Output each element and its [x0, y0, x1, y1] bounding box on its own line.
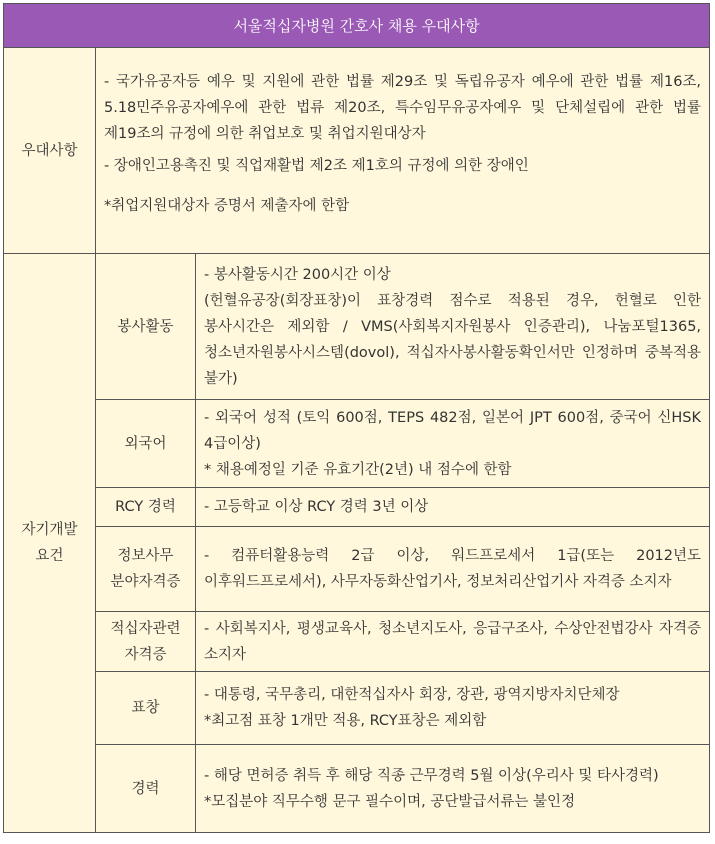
award-label: 표창 [96, 672, 196, 745]
rcy-content [196, 488, 710, 527]
it-cert-row [4, 527, 710, 612]
language-line-1: - 외국어 성적 (토익 600점, TEPS 482점, 일본어 JPT 600점, 중국어 신HSK 4급이상) [204, 409, 702, 452]
language-line-2: * 채용예정일 기준 유효기간(2년) 내 점수에 한함 [204, 461, 512, 478]
rcy-line-1: - 고등학교 이상 RCY 경력 3년 이상 [204, 499, 429, 515]
career-label: 경력 [96, 745, 196, 833]
preference-line-3: *취업지원대상자 증명서 제출자에 한함 [104, 197, 350, 214]
preference-row [4, 48, 710, 254]
redcross-cert-content [196, 612, 710, 672]
preference-line-2: - 장애인고용촉진 및 직업재활법 제2조 제1호의 규정에 의한 장애인 [104, 157, 529, 174]
preference-table [3, 3, 710, 833]
rcy-label: RCY 경력 [96, 488, 196, 527]
volunteer-content [196, 254, 710, 400]
award-line-1: - 대통령, 국무총리, 대한적십자사 회장, 장관, 광역지방자치단체장 [204, 687, 620, 703]
language-content [196, 400, 710, 488]
rcy-row [4, 488, 710, 527]
language-row [4, 400, 710, 488]
career-line-2: *모집분야 직무수행 문구 필수이며, 공단발급서류는 불인정 [204, 793, 576, 810]
preference-document [3, 3, 709, 833]
volunteer-line-2: (헌혈유공장(회장표창)이 표창경력 점수로 적용된 경우, 헌혈로 인한 봉사시간은 제외함 / VMS(사회복지자원봉사 인증관리), 나눔포털1365, 청소년자원봉사시스템(dovol), 적십자사봉사활동확인서만 인정하며 중복적용 불가) [204, 292, 702, 387]
it-cert-content [196, 527, 710, 612]
award-line-2: *최고점 표창 1개만 적용, RCY표창은 제외함 [204, 713, 487, 729]
volunteer-row [4, 254, 710, 400]
redcross-cert-row [4, 612, 710, 672]
preference-content [96, 48, 710, 254]
self-dev-label: 자기개발 요건 [4, 254, 96, 833]
award-row [4, 672, 710, 745]
table-title: 서울적십자병원 간호사 채용 우대사항 [4, 4, 710, 48]
title-row [4, 4, 710, 48]
preference-label: 우대사항 [4, 48, 96, 254]
career-content [196, 745, 710, 833]
redcross-cert-label: 적십자관련 자격증 [96, 612, 196, 672]
volunteer-line-1: - 봉사활동시간 200시간 이상 [204, 266, 391, 283]
language-label: 외국어 [96, 400, 196, 488]
volunteer-label: 봉사활동 [96, 254, 196, 400]
it-cert-label: 정보사무 분야자격증 [96, 527, 196, 612]
it-cert-line-1: - 컴퓨터활용능력 2급 이상, 워드프로세서 1급(또는 2012년도 이후워드프로세서), 사무자동화산업기사, 정보처리산업기사 자격증 소지자 [204, 548, 702, 590]
preference-line-1: - 국가유공자등 예우 및 지원에 관한 법률 제29조 및 독립유공자 예우에 관한 법률 제16조, 5.18민주유공자예우에 관한 법류 제20조, 특수임무유공자예우 및 단체설립에 관한 법률 제19조의 규정에 의한 취업보호 및 취업지원대상자 [104, 73, 702, 142]
award-content [196, 672, 710, 745]
career-row [4, 745, 710, 833]
career-line-1: - 해당 면허증 취득 후 해당 직종 근무경력 5월 이상(우리사 및 타사경력) [204, 767, 659, 784]
redcross-cert-line-1: - 사회복지사, 평생교육사, 청소년지도사, 응급구조사, 수상안전법강사 자격증 소지자 [204, 620, 702, 663]
